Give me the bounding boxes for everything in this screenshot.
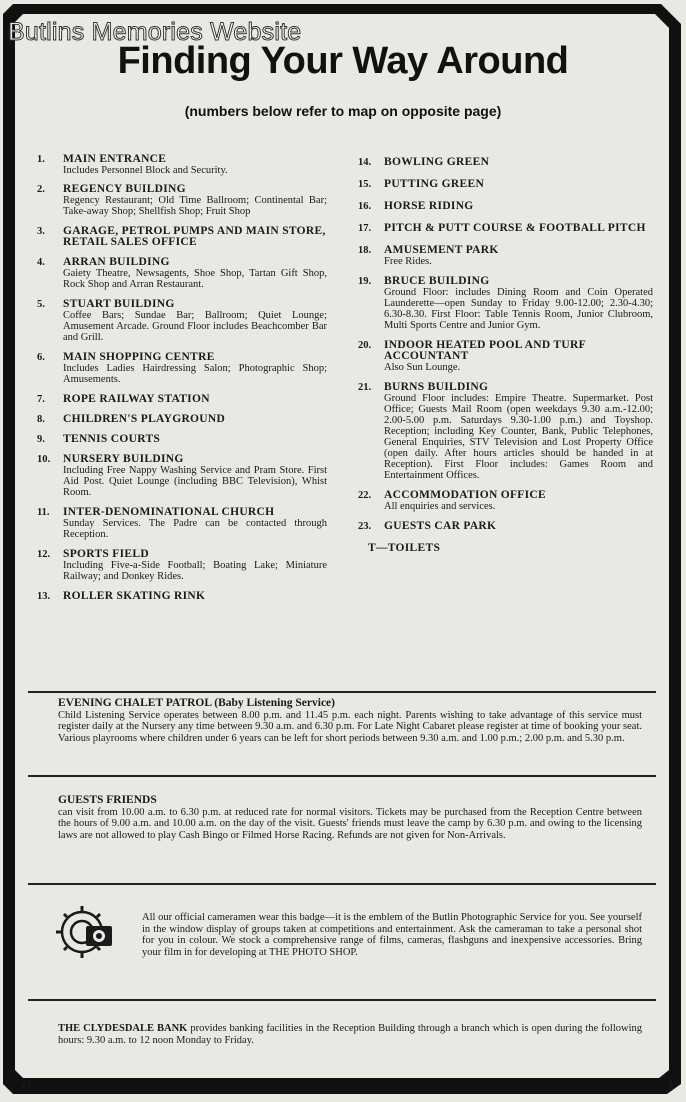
section-heading: EVENING CHALET PATROL (Baby Listening Service) (58, 697, 335, 709)
divider (28, 999, 656, 1001)
list-item (37, 184, 327, 217)
list-item (37, 154, 327, 176)
item-number: 8. (37, 414, 45, 425)
item-number: 15. (358, 179, 372, 190)
item-description: Ground Floor includes: Empire Theatre. Supermarket. Post Office; Guests Mail Room (open weekdays 9.30 a.m.-12.00; 2.00-5.00 p.m. Saturdays 9.30-1.00 p.m.) and Toyshop. Reception; including Key Counter, Bank, Public Telephones, General Enquiries, STV Television and Lost Property Office (open daily. After hours articles should be handed in at Reception). First Floor includes: Games Room and Entertainment Offices. (384, 393, 653, 481)
item-description: Includes Ladies Hairdressing Salon; Photographic Shop; Amusements. (63, 363, 327, 385)
item-number: 13. (37, 591, 51, 602)
list-item (37, 299, 327, 343)
item-description: Includes Personnel Block and Security. (63, 165, 228, 176)
item-description: All enquiries and services. (384, 501, 496, 512)
list-item (358, 382, 653, 481)
bank-section (58, 1023, 642, 1046)
list-item (37, 352, 327, 385)
item-name: ROLLER SKATING RINK (63, 590, 206, 602)
list-item (37, 414, 327, 425)
list-item (358, 201, 653, 212)
item-number: 23. (358, 521, 372, 532)
item-name: REGENCY BUILDING (63, 183, 186, 195)
item-name: NURSERY BUILDING (63, 453, 184, 465)
list-item (37, 434, 327, 445)
item-number: 20. (358, 340, 372, 351)
section-body: can visit from 10.00 a.m. to 6.30 p.m. at reduced rate for normal visitors. Tickets may be purchased from the Reception Centre between the hours of 9.00 a.m. and 10.00 a.m. on the day of the visit. Guests' friends must leave the camp by 6.30 p.m. and owing to the licensing laws are not allowed to play Cash Bingo or Filmed Horse Racing. Refunds are not given for Non-Arrivals. (58, 806, 642, 841)
item-number: 5. (37, 299, 45, 310)
item-number: 3. (37, 226, 45, 237)
item-description: Also Sun Lounge. (384, 362, 461, 373)
item-name: ACCOMMODATION OFFICE (384, 489, 546, 501)
item-name: GARAGE, PETROL PUMPS AND MAIN STORE, RETAIL SALES OFFICE (63, 225, 326, 248)
page-number: 1 (667, 1080, 674, 1092)
list-item (37, 549, 327, 582)
item-description: Free Rides. (384, 256, 432, 267)
divider (28, 775, 656, 777)
section-heading: GUESTS FRIENDS (58, 794, 157, 806)
item-description: Ground Floor: includes Dining Room and Coin Operated Launderette—open Sunday to Friday 9.00-12.00; 2.30-4.30; 6.30-8.30. First Floor: Table Tennis Room, Junior Clubroom, Multi Sports Centre and Junior Gym. (384, 287, 653, 331)
divider (28, 883, 656, 885)
item-description: Regency Restaurant; Old Time Ballroom; Continental Bar; Take-away Shop; Shellfish Shop; Fruit Shop (63, 195, 327, 217)
section-body: Child Listening Service operates between 8.00 p.m. and 11.45 p.m. each night. Parents wishing to take advantage of this service must register daily at the Nursery any time between 9.30 a.m. and 6.30 p.m. For Late Night Cabaret please register at time of booking your seat. Various playrooms where children under 6 years can be left for short periods between 9.30 a.m. and 1.00 p.m.; 2.00 p.m. and 5.30 p.m. (58, 709, 642, 744)
item-number: 21. (358, 382, 372, 393)
list-item (358, 179, 653, 190)
item-number: 10. (37, 454, 51, 465)
item-description: Gaiety Theatre, Newsagents, Shoe Shop, Tartan Gift Shop, Rock Shop and Arran Restaurant. (63, 268, 327, 290)
item-name: MAIN SHOPPING CENTRE (63, 351, 215, 363)
item-name: ROPE RAILWAY STATION (63, 393, 210, 405)
item-number: 17. (358, 223, 372, 234)
item-description: Sunday Services. The Padre can be contacted through Reception. (63, 518, 327, 540)
list-item (37, 226, 327, 248)
item-number: 12. (37, 549, 51, 560)
item-name: BURNS BUILDING (384, 381, 489, 393)
item-number: 22. (358, 490, 372, 501)
item-description: Including Free Nappy Washing Service and Pram Store. First Aid Post. Quiet Lounge (including BBC Television), Whist Room. (63, 465, 327, 498)
bank-name: THE CLYDESDALE BANK (58, 1023, 188, 1034)
item-number: 4. (37, 257, 45, 268)
item-name: PUTTING GREEN (384, 178, 485, 190)
item-name: TENNIS COURTS (63, 433, 161, 445)
list-item (37, 454, 327, 498)
photo-shop-section: All our official cameramen wear this badge—it is the emblem of the Butlin Photographic Service for you. See yourself in the window display of groups taken at competitions and entertainment. Ask the cameraman to take a personal shot for you in colour. We stock a comprehensive range of films, cameras, flashguns and inexpensive accessories. Bring your film in for developing at THE PHOTO SHOP. (142, 912, 642, 958)
page-mark: O (22, 1079, 31, 1093)
item-name: SPORTS FIELD (63, 548, 149, 560)
list-item (358, 521, 653, 532)
item-name: BOWLING GREEN (384, 156, 490, 168)
item-description: Coffee Bars; Sundae Bar; Ballroom; Quiet Lounge; Amusement Arcade. Ground Floor includes Beachcomber Bar and Grill. (63, 310, 327, 343)
list-item (37, 507, 327, 540)
list-item (37, 591, 327, 602)
item-name: PITCH & PUTT COURSE & FOOTBALL PITCH (384, 222, 646, 234)
watermark: Butlins Memories Website (8, 18, 302, 46)
item-number: 14. (358, 157, 372, 168)
item-number: 9. (37, 434, 45, 445)
item-number: 2. (37, 184, 45, 195)
item-number: 18. (358, 245, 372, 256)
item-number: 11. (37, 507, 50, 518)
list-item (358, 276, 653, 331)
divider (28, 691, 656, 693)
item-name: T—TOILETS (368, 542, 441, 554)
item-number: 7. (37, 394, 45, 405)
item-name: CHILDREN'S PLAYGROUND (63, 413, 226, 425)
list-item (358, 340, 653, 373)
item-name: ARRAN BUILDING (63, 256, 170, 268)
item-name: INDOOR HEATED POOL AND TURF ACCOUNTANT (384, 339, 586, 362)
item-name: BRUCE BUILDING (384, 275, 490, 287)
list-item (358, 490, 653, 512)
list-item (37, 394, 327, 405)
bank-hours: provides banking facilities in the Reception Building through a branch which is open during the following hours: 9.30 a.m. to 12 noon Monday to Friday. (58, 1023, 642, 1046)
right-column (358, 157, 653, 554)
list-item (358, 223, 653, 234)
evening-chalet-patrol-section (58, 698, 642, 744)
item-number: 1. (37, 154, 45, 165)
left-column (37, 154, 327, 602)
page-subtitle: (numbers below refer to map on opposite page) (184, 103, 502, 119)
item-name: GUESTS CAR PARK (384, 520, 497, 532)
item-name: HORSE RIDING (384, 200, 474, 212)
guests-friends-section (58, 795, 642, 841)
camera-badge-icon (52, 902, 124, 962)
item-name: MAIN ENTRANCE (63, 153, 167, 165)
item-number: 19. (358, 276, 372, 287)
item-name: INTER-DENOMINATIONAL CHURCH (63, 506, 275, 518)
list-item (37, 257, 327, 290)
item-number: 16. (358, 201, 372, 212)
item-name: STUART BUILDING (63, 298, 175, 310)
list-item (358, 157, 653, 168)
item-name: AMUSEMENT PARK (384, 244, 499, 256)
list-item (358, 543, 653, 554)
item-number: 6. (37, 352, 45, 363)
page-title: Finding Your Way Around (117, 40, 569, 82)
list-item (358, 245, 653, 267)
item-description: Including Five-a-Side Football; Boating Lake; Miniature Railway; and Donkey Rides. (63, 560, 327, 582)
